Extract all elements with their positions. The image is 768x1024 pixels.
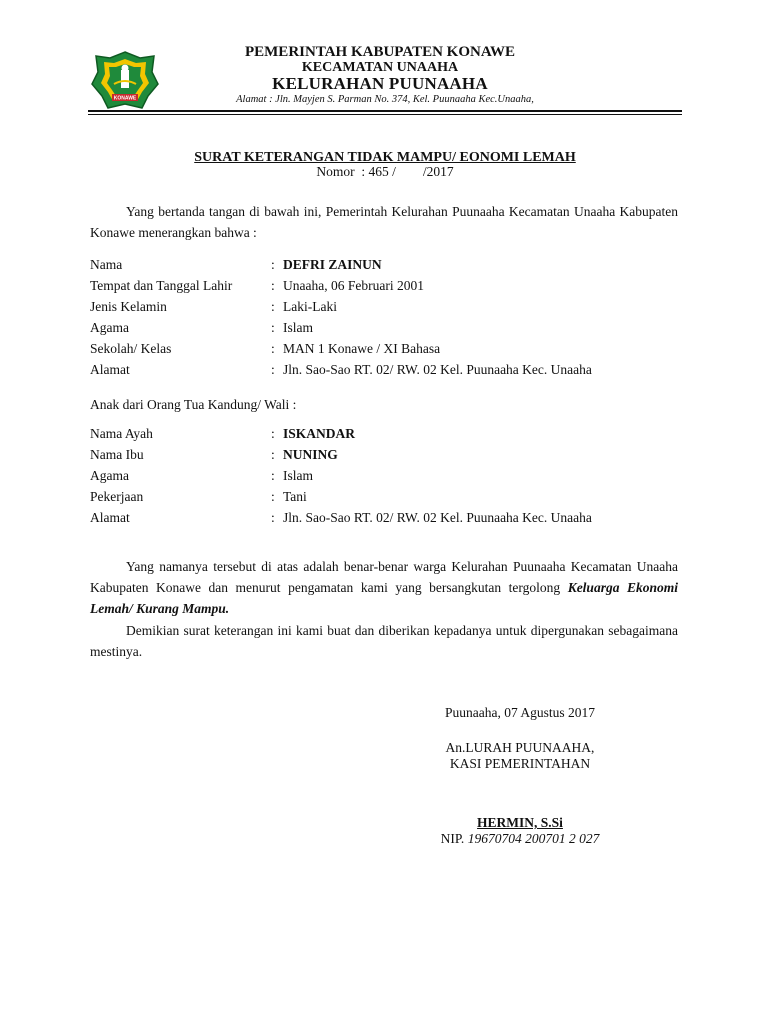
field-colon: :: [271, 257, 275, 272]
field-colon: :: [271, 299, 275, 314]
field-label: Nama Ibu: [90, 447, 144, 462]
intro-paragraph: Yang bertanda tangan di bawah ini, Pemerintah Kelurahan Puunaaha Kecamatan Unaaha Kabupaten Konawe menerangkan bahwa :: [90, 204, 678, 240]
parent-details: [90, 423, 678, 528]
signature-nip: [400, 831, 640, 847]
person-row-name: [90, 254, 678, 275]
statement-text: Yang namanya tersebut di atas adalah benar-benar warga Kelurahan Puunaaha Kecamatan Unaaha Kabupaten Konawe dan menurut pengamatan kami yang bersangkutan tergolong: [90, 559, 678, 595]
logo-text: KONAWE: [113, 95, 137, 102]
person-row-birth: [90, 275, 678, 296]
field-value: Islam: [283, 320, 313, 335]
nip-label: NIP.: [440, 831, 465, 846]
signature-on-behalf: An.LURAH PUUNAAHA,: [445, 740, 595, 755]
field-colon: :: [271, 278, 275, 293]
field-label: Nama: [90, 257, 123, 272]
letterhead-district: KECAMATAN UNAAHA: [301, 60, 459, 75]
field-value: Unaaha, 06 Februari 2001: [283, 278, 424, 293]
field-colon: :: [271, 320, 275, 335]
field-value: ISKANDAR: [283, 426, 356, 441]
field-colon: :: [271, 341, 275, 356]
field-value: Jln. Sao-Sao RT. 02/ RW. 02 Kel. Puunaaha Kec. Unaaha: [283, 362, 592, 377]
nip-number: 19670704 200701 2 027: [467, 831, 600, 846]
parent-row-father: [90, 423, 678, 444]
field-label: Agama: [90, 468, 129, 483]
field-value: Islam: [283, 468, 313, 483]
parent-row-religion: [90, 465, 678, 486]
field-label: Agama: [90, 320, 129, 335]
signature-position: KASI PEMERINTAHAN: [449, 756, 591, 771]
person-row-religion: [90, 317, 678, 338]
letterhead-rule-thin: [88, 114, 682, 115]
signature-place-date: Puunaaha, 07 Agustus 2017: [445, 705, 595, 720]
field-label: Sekolah/ Kelas: [90, 341, 172, 356]
statement-paragraph: [90, 556, 678, 619]
signature-block-name: [400, 815, 640, 831]
letterhead-government: PEMERINTAH KABUPATEN KONAWE: [244, 44, 515, 60]
field-label: Alamat: [90, 362, 130, 377]
field-value: MAN 1 Konawe / XI Bahasa: [283, 341, 441, 356]
field-value: Tani: [283, 489, 307, 504]
field-label: Nama Ayah: [90, 426, 153, 441]
field-label: Alamat: [90, 510, 130, 525]
field-value: DEFRI ZAINUN: [283, 257, 382, 272]
field-label: Pekerjaan: [90, 489, 144, 504]
closing-paragraph: Demikian surat keterangan ini kami buat dan diberikan kepadanya untuk dipergunakan sebagaimana mestinya.: [90, 623, 678, 659]
parent-row-address: [90, 507, 678, 528]
field-label: Tempat dan Tanggal Lahir: [90, 278, 233, 293]
field-colon: :: [271, 426, 275, 441]
field-value: Jln. Sao-Sao RT. 02/ RW. 02 Kel. Puunaaha Kec. Unaaha: [283, 510, 592, 525]
field-colon: :: [271, 362, 275, 377]
person-row-address: [90, 359, 678, 380]
person-row-school: [90, 338, 678, 359]
parents-heading: Anak dari Orang Tua Kandung/ Wali :: [90, 397, 297, 412]
field-label: Jenis Kelamin: [90, 299, 167, 314]
person-details: [90, 254, 678, 380]
statement-emphasis: Keluarga Ekonomi Lemah/ Kurang Mampu.: [90, 580, 678, 616]
parent-row-mother: [90, 444, 678, 465]
field-colon: :: [271, 510, 275, 525]
field-value: Laki-Laki: [283, 299, 337, 314]
field-colon: :: [271, 489, 275, 504]
letterhead-address: Alamat : Jln. Mayjen S. Parman No. 374, Kel. Puunaaha Kec.Unaaha,: [236, 94, 534, 105]
person-row-gender: [90, 296, 678, 317]
signatory-name: HERMIN, S.Si: [477, 815, 563, 830]
letterhead-village: KELURAHAN PUUNAAHA: [272, 74, 488, 93]
field-value: NUNING: [283, 447, 338, 462]
letter-title: SURAT KETERANGAN TIDAK MAMPU/ EONOMI LEMAH: [194, 150, 576, 165]
field-colon: :: [271, 468, 275, 483]
letter-number: Nomor : 465 / /2017: [316, 164, 454, 179]
field-colon: :: [271, 447, 275, 462]
parent-row-occupation: [90, 486, 678, 507]
letterhead-rule-thick: [88, 110, 682, 112]
